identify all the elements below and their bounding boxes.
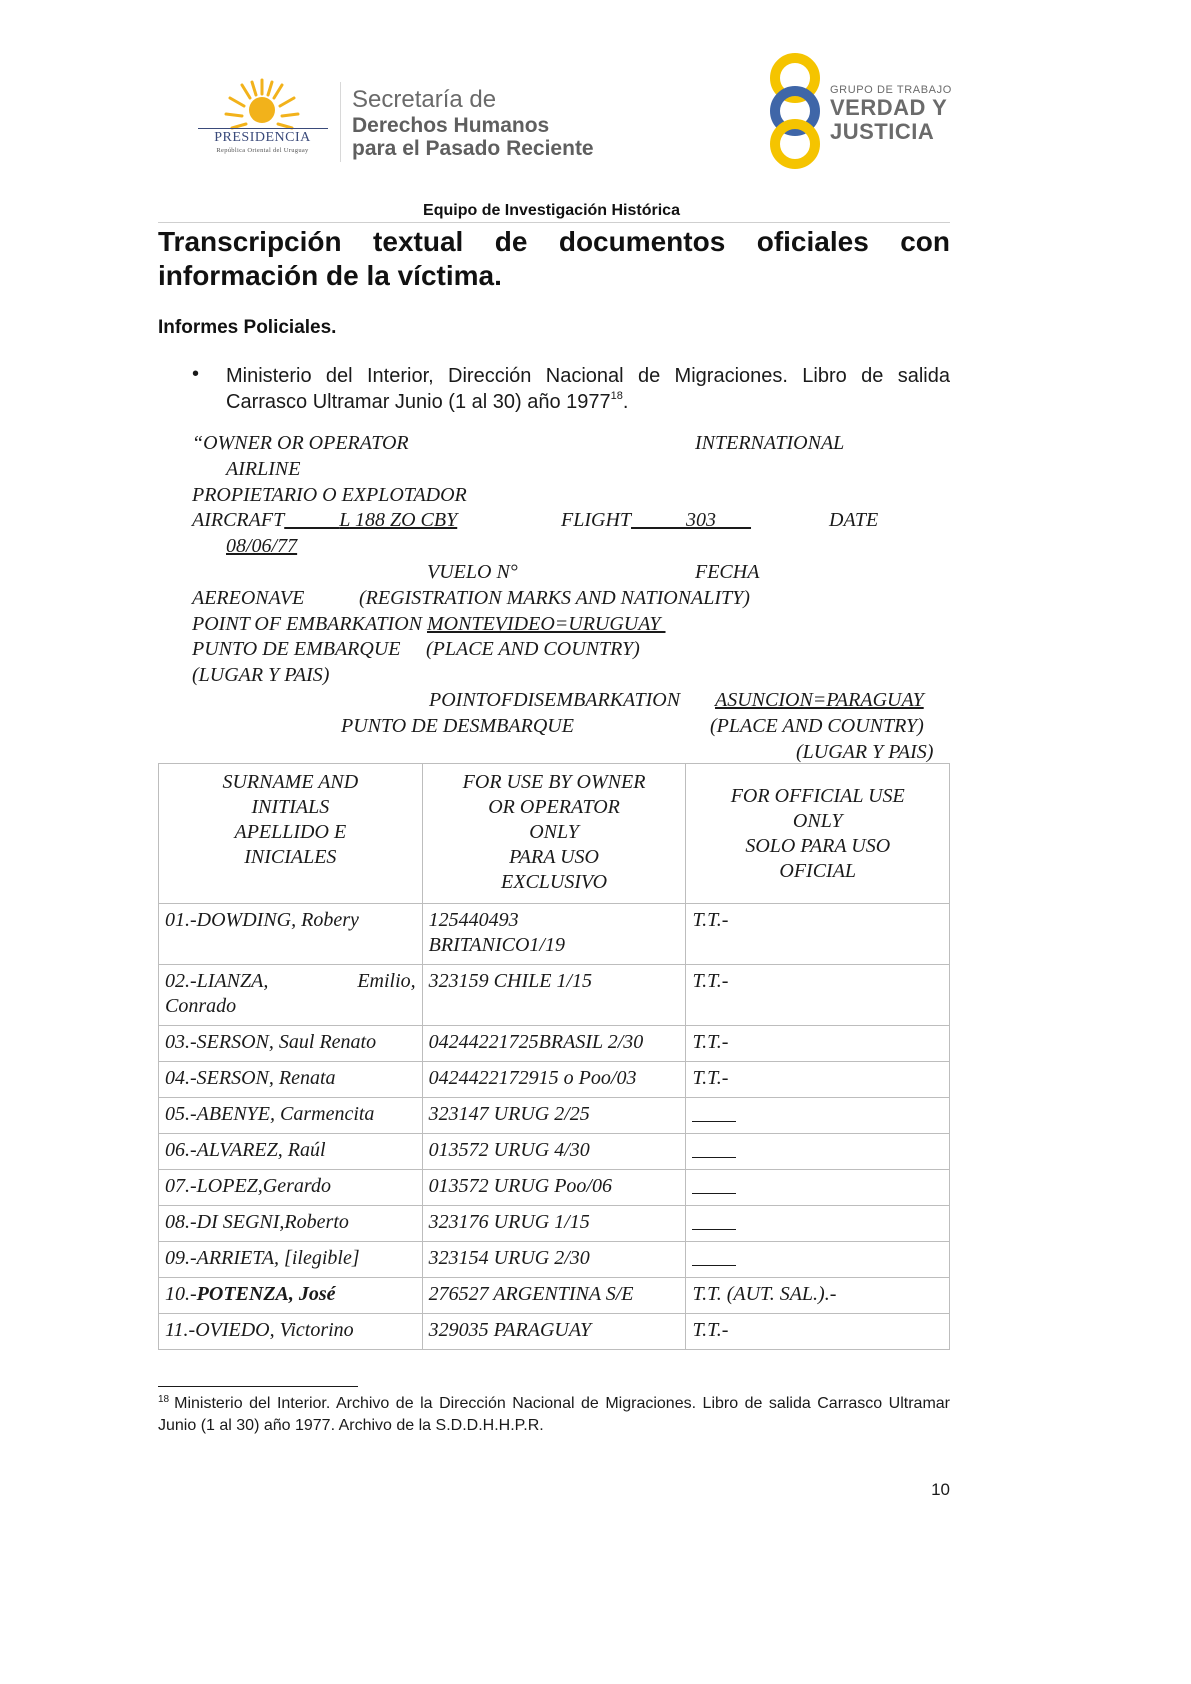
punto-embarque-label: PUNTO DE EMBARQUE — [192, 638, 401, 660]
flight-label: FLIGHT — [561, 509, 632, 531]
grupo-line-3: JUSTICIA — [830, 119, 935, 144]
passenger-name: 07.-LOPEZ,Gerardo — [159, 1170, 423, 1206]
passenger-document: 323159 CHILE 1/15 — [422, 965, 686, 1026]
blank-line — [692, 1138, 736, 1158]
place-country-1: (PLACE AND COUNTRY) — [426, 638, 640, 660]
presidencia-logo — [190, 78, 335, 160]
header-surname — [159, 764, 423, 904]
footnote-text: Ministerio del Interior. Archivo de la Dirección Nacional de Migraciones. Libro de salida Carrasco Ultramar Junio (1 al 30) año 1977. Archivo de la S.D.D.H.H.P.R. — [158, 1395, 950, 1434]
header-owner-line: EXCLUSIVO — [501, 871, 608, 893]
flight-value-field — [631, 509, 751, 531]
bullet-text: Ministerio del Interior, Dirección Nacional de Migraciones. Libro de salida Carrasco Ultramar Junio (1 al 30) año 1977 — [226, 365, 950, 413]
table-row — [159, 965, 950, 1026]
official-mark: T.T. (AUT. SAL.).- — [686, 1278, 950, 1314]
footnote-reference[interactable]: 18 — [610, 390, 623, 402]
grupo-line-1: GRUPO DE TRABAJO — [830, 84, 952, 96]
footnote-number: 18 — [158, 1394, 170, 1405]
aereonave-label: AEREONAVE — [192, 587, 305, 609]
header-owner-line: OR OPERATOR — [488, 796, 620, 818]
grupo-trabajo-logo-text — [830, 84, 952, 144]
passenger-name: 06.-ALVAREZ, Raúl — [159, 1134, 423, 1170]
official-mark-blank — [686, 1206, 950, 1242]
embarkation-value: MONTEVIDEO=URUGUAY — [427, 613, 661, 635]
grupo-line-2: VERDAD Y — [830, 95, 948, 120]
aircraft-label: AIRCRAFT — [192, 509, 285, 531]
header-official-line: FOR OFFICIAL USE — [730, 785, 905, 807]
official-mark-blank — [686, 1170, 950, 1206]
secretaria-logo-text — [352, 86, 594, 160]
international-label: INTERNATIONAL — [695, 432, 845, 454]
fecha-label: FECHA — [695, 561, 760, 583]
bullet-item — [226, 363, 950, 415]
section-title: Informes Policiales. — [158, 317, 337, 338]
header-surname-line: INICIALES — [244, 846, 337, 868]
aircraft-row — [192, 509, 457, 531]
passenger-name: 08.-DI SEGNI,Roberto — [159, 1206, 423, 1242]
passenger-document: 013572 URUG 4/30 — [422, 1134, 686, 1170]
blank-line — [692, 1174, 736, 1194]
header-surname-line: APELLIDO E — [234, 821, 347, 843]
official-mark-blank — [686, 1242, 950, 1278]
passenger-name: 10.-POTENZA, José — [159, 1278, 423, 1314]
passenger-document: 323176 URUG 1/15 — [422, 1206, 686, 1242]
passenger-name: 02.-LIANZA, Emilio, Conrado — [159, 965, 423, 1026]
official-mark: T.T.- — [686, 904, 950, 965]
passenger-document: 013572 URUG Poo/06 — [422, 1170, 686, 1206]
header-owner-line: PARA USO — [509, 846, 599, 868]
passenger-document: 125440493 BRITANICO1/19 — [422, 904, 686, 965]
propietario-label: PROPIETARIO O EXPLOTADOR — [192, 484, 467, 506]
table-row — [159, 1278, 950, 1314]
date-value: 08/06/77 — [226, 535, 298, 557]
official-mark: T.T.- — [686, 1026, 950, 1062]
secretaria-line-3: para el Pasado Reciente — [352, 137, 594, 160]
blank-line — [692, 1246, 736, 1266]
table-row — [159, 1242, 950, 1278]
passenger-document: 04244221725BRASIL 2/30 — [422, 1026, 686, 1062]
presidencia-subtitle: República Oriental del Uruguay — [216, 147, 309, 154]
table-row — [159, 1134, 950, 1170]
header-surname-line: SURNAME AND — [222, 771, 359, 793]
date-label: DATE — [829, 509, 879, 531]
passenger-name: 03.-SERSON, Saul Renato — [159, 1026, 423, 1062]
owner-operator-label: “OWNER OR OPERATOR — [192, 432, 409, 454]
document-title: Transcripción textual de documentos oficiales con información de la víctima. — [158, 226, 950, 291]
header-surname-line: INITIALS — [251, 796, 330, 818]
logo-divider — [340, 82, 341, 162]
embarkation-label: POINT OF EMBARKATION — [192, 613, 422, 635]
official-mark: T.T.- — [686, 965, 950, 1026]
vuelo-label: VUELO N° — [427, 561, 518, 583]
passenger-document: 329035 PARAGUAY — [422, 1314, 686, 1350]
registration-label: (REGISTRATION MARKS AND NATIONALITY) — [359, 587, 750, 609]
table-header-row — [159, 764, 950, 904]
passenger-name: 09.-ARRIETA, [ilegible] — [159, 1242, 423, 1278]
official-mark: T.T.- — [686, 1062, 950, 1098]
official-mark: T.T.- — [686, 1314, 950, 1350]
page-number: 10 — [931, 1480, 950, 1499]
aircraft-value-field — [284, 509, 457, 531]
blank-line — [692, 1210, 736, 1230]
aircraft-value: L 188 ZO CBY — [339, 509, 458, 531]
place-country-2: (PLACE AND COUNTRY) — [710, 715, 924, 737]
table-row — [159, 904, 950, 965]
passenger-document: 323154 URUG 2/30 — [422, 1242, 686, 1278]
header-owner-line: FOR USE BY OWNER — [462, 771, 646, 793]
disembarkation-value: ASUNCION=PARAGUAY — [715, 689, 924, 711]
footnote — [158, 1393, 950, 1437]
passenger-manifest-table — [158, 763, 950, 1350]
table-row — [159, 1098, 950, 1134]
secretaria-line-1: Secretaría de — [352, 86, 497, 113]
passenger-document: 323147 URUG 2/25 — [422, 1098, 686, 1134]
passenger-name: 05.-ABENYE, Carmencita — [159, 1098, 423, 1134]
table-header — [159, 764, 950, 904]
linked-rings-icon — [760, 52, 830, 170]
bullet-marker: • — [192, 363, 200, 385]
official-mark-blank — [686, 1134, 950, 1170]
footnote-rule — [158, 1386, 358, 1387]
sun-icon — [190, 78, 335, 130]
header-owner-use — [422, 764, 686, 904]
bullet-end: . — [622, 391, 629, 413]
header-official-line: OFICIAL — [779, 860, 857, 882]
table-row — [159, 1062, 950, 1098]
secretaria-line-2: Derechos Humanos — [352, 114, 550, 137]
header-official-line: SOLO PARA USO — [745, 835, 891, 857]
disembarkation-label: POINTOFDISEMBARKATION — [429, 689, 681, 711]
passenger-document: 276527 ARGENTINA S/E — [422, 1278, 686, 1314]
presidencia-name: PRESIDENCIA — [214, 130, 311, 145]
table-row — [159, 1314, 950, 1350]
presidencia-rule — [198, 128, 328, 129]
embarkation-row — [192, 613, 666, 635]
flight-row — [561, 509, 751, 531]
lugar-pais-1: (LUGAR Y PAIS) — [192, 664, 330, 686]
passenger-name: 04.-SERSON, Renata — [159, 1062, 423, 1098]
punto-desembarque-label: PUNTO DE DESMBARQUE — [341, 715, 574, 737]
official-mark-blank — [686, 1098, 950, 1134]
lugar-pais-2: (LUGAR Y PAIS) — [796, 741, 934, 763]
team-heading: Equipo de Investigación Histórica — [423, 202, 680, 219]
blank-line — [692, 1102, 736, 1122]
header-rule — [158, 222, 950, 223]
table-row — [159, 1206, 950, 1242]
table-row — [159, 1170, 950, 1206]
passenger-name: 01.-DOWDING, Robery — [159, 904, 423, 965]
highlighted-victim-name: POTENZA, José — [196, 1283, 336, 1305]
passenger-document: 0424422172915 o Poo/03 — [422, 1062, 686, 1098]
airline-label: AIRLINE — [226, 458, 301, 480]
table-row — [159, 1026, 950, 1062]
header-official-line: ONLY — [792, 810, 843, 832]
flight-value: 303 — [686, 509, 717, 531]
header-official-use — [686, 764, 950, 904]
passenger-name: 11.-OVIEDO, Victorino — [159, 1314, 423, 1350]
header-owner-line: ONLY — [529, 821, 579, 843]
table-body — [159, 904, 950, 1350]
